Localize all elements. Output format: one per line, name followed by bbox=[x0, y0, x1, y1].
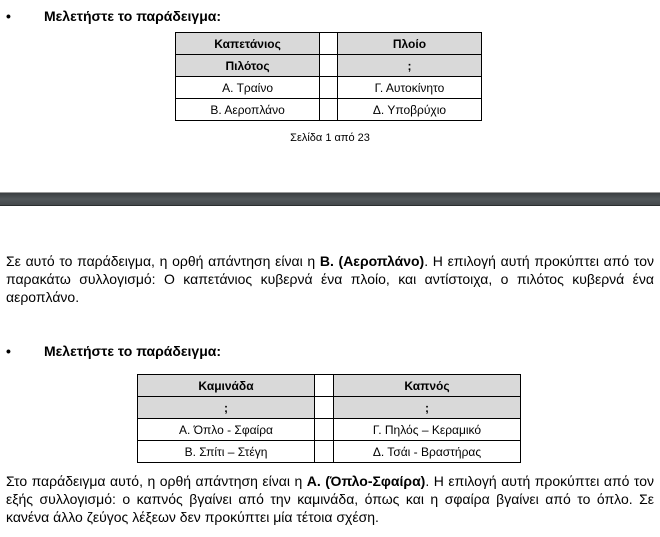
table-cell: Καπνός bbox=[334, 375, 521, 397]
table-cell: Καμινάδα bbox=[138, 375, 315, 397]
bullet-icon: • bbox=[6, 343, 11, 359]
table-cell: Πιλότος bbox=[176, 55, 320, 77]
document-page-1 bbox=[0, 0, 660, 192]
table-gap-cell bbox=[315, 419, 334, 441]
paragraph-text: Σε αυτό το παράδειγμα, η ορθή απάντηση είναι η bbox=[6, 253, 320, 269]
example-table-2 bbox=[137, 374, 521, 463]
explanation-paragraph-2 bbox=[6, 472, 654, 526]
table-cell: Γ. Πηλός – Κεραμικό bbox=[334, 419, 521, 441]
table-cell: Β. Σπίτι – Στέγη bbox=[138, 441, 315, 463]
paragraph-text: . Η επιλογή αυτή προκύπτει από τον παρακάτω συλλογισμό: Ο καπετάνιος κυβερνά ένα πλοίο, και αντίστοιχα, ο πιλότος κυβερνά ένα αεροπλάνο. bbox=[6, 253, 654, 305]
table-cell: Γ. Αυτοκίνητο bbox=[337, 77, 481, 99]
table-gap-cell bbox=[320, 33, 338, 55]
table-row bbox=[176, 77, 482, 99]
bullet-icon: • bbox=[6, 8, 11, 24]
table-cell: ; bbox=[138, 397, 315, 419]
table-row bbox=[138, 397, 521, 419]
table-cell: Καπετάνιος bbox=[176, 33, 320, 55]
table-gap-cell bbox=[320, 55, 338, 77]
paragraph-text: . Η επιλογή αυτή προκύπτει από τον εξής συλλογισμό: ο καπνός βγαίνει από την καμινάδα, όπως και η σφαίρα βγαίνει από το όπλο. Σε κανένα άλλο ζεύγος λέξεων δεν προκύπτει μία τέτοια σχέση. bbox=[6, 473, 655, 525]
table-cell: ; bbox=[334, 397, 521, 419]
document-page-2 bbox=[0, 206, 660, 537]
table-cell: Α. Τραίνο bbox=[176, 77, 320, 99]
table-gap-cell bbox=[320, 99, 338, 121]
heading-text: Μελετήστε το παράδειγμα: bbox=[44, 8, 222, 24]
example-table-1 bbox=[175, 32, 482, 121]
answer-bold: Α. (Όπλο-Σφαίρα) bbox=[306, 473, 426, 489]
table-cell: Β. Αεροπλάνο bbox=[176, 99, 320, 121]
table-cell: Πλοίο bbox=[337, 33, 481, 55]
explanation-paragraph-1 bbox=[6, 252, 654, 306]
heading-text: Μελετήστε το παράδειγμα: bbox=[44, 343, 222, 359]
table-gap-cell bbox=[320, 77, 338, 99]
table-cell: ; bbox=[337, 55, 481, 77]
table-cell: Α. Όπλο - Σφαίρα bbox=[138, 419, 315, 441]
page-footer: Σελίδα 1 από 23 bbox=[290, 132, 370, 144]
table-gap-cell bbox=[315, 375, 334, 397]
table-row bbox=[138, 419, 521, 441]
answer-bold: Β. (Αεροπλάνο) bbox=[319, 253, 425, 269]
table-row bbox=[176, 55, 482, 77]
table-cell: Δ. Υποβρύχιο bbox=[337, 99, 481, 121]
page-separator bbox=[0, 192, 660, 206]
table-row bbox=[138, 375, 521, 397]
table-gap-cell bbox=[315, 441, 334, 463]
table-row bbox=[176, 33, 482, 55]
paragraph-text: Στο παράδειγμα αυτό, η ορθή απάντηση είναι η bbox=[6, 473, 307, 489]
table-row bbox=[138, 441, 521, 463]
table-gap-cell bbox=[315, 397, 334, 419]
table-row bbox=[176, 99, 482, 121]
table-cell: Δ. Τσάι - Βραστήρας bbox=[334, 441, 521, 463]
